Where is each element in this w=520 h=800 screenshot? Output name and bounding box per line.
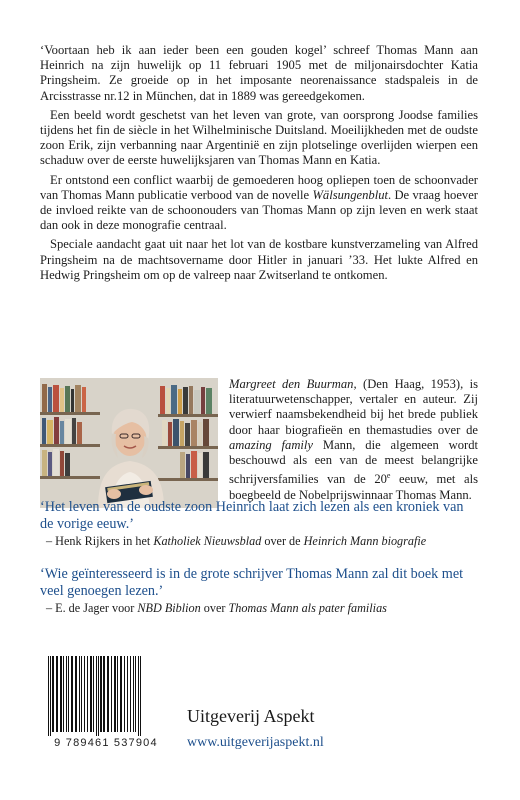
barcode-bar bbox=[98, 656, 99, 736]
barcode-bar bbox=[63, 656, 64, 732]
barcode-bar bbox=[96, 656, 97, 736]
blurb-paragraph-2: Een beeld wordt geschetst van het leven van grote, van oorsprong Joodse families tijdens het fin de siècle in het Wilhelminische Duitsland. Moeilijkheden met de oudste zoon Erik, zijn verbanning naar Argentinië en zijn plotselinge overlijden wierpen een schaduw over de eerste huwelijksjaren van Thomas Mann en Katia. bbox=[40, 107, 478, 168]
barcode-bar bbox=[48, 656, 49, 736]
blurb-paragraph-4: Speciale aandacht gaat uit naar het lot van de kostbare kunstverzameling van Alfred Pringsheim na de machtsovername door Hitler in januari ’33. Het lukte Alfred en Hedwig Pringsheim om op de valreep naar Zwitserland te ontkomen. bbox=[40, 237, 478, 282]
barcode-bar bbox=[135, 656, 136, 732]
barcode bbox=[40, 654, 172, 750]
author-bio bbox=[229, 377, 478, 503]
barcode-bar bbox=[60, 656, 62, 732]
barcode-bar bbox=[111, 656, 112, 732]
quote-source-2 bbox=[46, 601, 480, 617]
quote-source-2-prefix: – E. de Jager voor bbox=[46, 601, 138, 616]
blurb-paragraph-3-start: Er ontstond een conflict waarbij de gemoederen hoog opliepen toen de schoonvader van Thomas Mann publicatie verbood van de novelle bbox=[40, 172, 478, 202]
barcode-bar bbox=[56, 656, 58, 732]
publisher-website[interactable]: www.uitgeverijaspekt.nl bbox=[187, 735, 324, 750]
barcode-bar bbox=[130, 656, 131, 732]
quote-text-2: ‘Wie geïnteresseerd is in de grote schrijver Thomas Mann zal dit boek met veel genoegen lezen.’ bbox=[40, 566, 464, 599]
author-bio-part-1: (Den Haag, 1953), is literatuurwetenschapper, vertaler en auteur. Zij verwierf naamsbekendheid bij het brede publiek door haar biografieën en themastudies over de bbox=[229, 377, 479, 437]
publisher-name: Uitgeverij Aspekt bbox=[187, 706, 315, 726]
barcode-bar bbox=[81, 656, 82, 732]
quote-source-1 bbox=[46, 534, 480, 550]
barcode-bar bbox=[100, 656, 102, 732]
author-bio-part-2: Mann, die algemeen wordt beschouwd als een van de meest belangrijke schrijversfamilies van de 20 bbox=[229, 437, 479, 487]
barcode-bar bbox=[52, 656, 54, 732]
author-photo bbox=[40, 378, 218, 508]
barcode-bar bbox=[138, 656, 139, 736]
barcode-bar bbox=[87, 656, 88, 732]
quote-source-1-title: Heinrich Mann biografie bbox=[303, 534, 427, 549]
barcode-bar bbox=[133, 656, 134, 732]
quote-source-2-title: Thomas Mann als pater familias bbox=[228, 601, 387, 616]
barcode-bar bbox=[79, 656, 80, 732]
novella-title: Wälsungenblut bbox=[312, 187, 388, 202]
barcode-bar bbox=[93, 656, 94, 732]
barcode-bar bbox=[68, 656, 69, 732]
quote-text-1: ‘Het leven van de oudste zoon Heinrich laat zich lezen als een kroniek van de vorige eeuw.’ bbox=[40, 499, 464, 532]
quote-source-1-mid: over de bbox=[261, 534, 304, 549]
barcode-bar bbox=[66, 656, 67, 732]
quote-source-2-publication: NBD Biblion bbox=[137, 601, 201, 616]
barcode-bar bbox=[107, 656, 109, 732]
author-bio-superscript: e bbox=[386, 471, 391, 481]
blurb-paragraph-3-end: . De vraag hoever de invloed reikte van de schoonouders van Thomas Mann op zijn leven en werk staat dan ook in deze monografie centraal. bbox=[40, 187, 478, 233]
barcode-bar bbox=[71, 656, 73, 732]
review-quote-2 bbox=[40, 566, 480, 617]
author-bio-part-3: eeuw, met als boegbeeld de Nobelprijswinnaar Thomas Mann. bbox=[229, 472, 478, 502]
author-bio-text bbox=[229, 377, 478, 503]
quote-source-2-mid: over bbox=[200, 601, 229, 616]
barcode-bar bbox=[117, 656, 118, 732]
barcode-bar bbox=[50, 656, 51, 736]
blurb-paragraph-3 bbox=[40, 173, 478, 234]
barcode-bar bbox=[90, 656, 92, 732]
author-bio-italic: amazing family bbox=[229, 437, 314, 452]
barcode-bars bbox=[40, 654, 172, 736]
barcode-bar bbox=[127, 656, 128, 732]
barcode-bar bbox=[140, 656, 141, 736]
review-quote-1 bbox=[40, 499, 480, 550]
barcode-bar bbox=[103, 656, 105, 732]
barcode-bar bbox=[75, 656, 77, 732]
quote-source-1-prefix: – Henk Rijkers in het bbox=[46, 534, 154, 549]
quote-source-1-publication: Katholiek Nieuwsblad bbox=[153, 534, 262, 549]
blurb-paragraph-1: ‘Voortaan heb ik aan ieder been een gouden kogel’ schreef Thomas Mann aan Heinrich na zijn huwelijk op 11 februari 1905 met de miljonairsdochter Katia Pringsheim. Ze groeide op in het imposante neorenaissance stadspaleis in de Arcisstrasse nr.12 in München, dat in 1889 was gereedgekomen. bbox=[40, 43, 478, 103]
barcode-bar bbox=[114, 656, 116, 732]
barcode-bar bbox=[120, 656, 122, 732]
author-photo-illustration bbox=[40, 378, 218, 508]
barcode-bar bbox=[124, 656, 125, 732]
blurb bbox=[40, 43, 478, 287]
author-name: Margreet den Buurman, bbox=[229, 377, 357, 391]
isbn-number: 9 789461 537904 bbox=[54, 737, 158, 749]
barcode-bar bbox=[84, 656, 85, 732]
